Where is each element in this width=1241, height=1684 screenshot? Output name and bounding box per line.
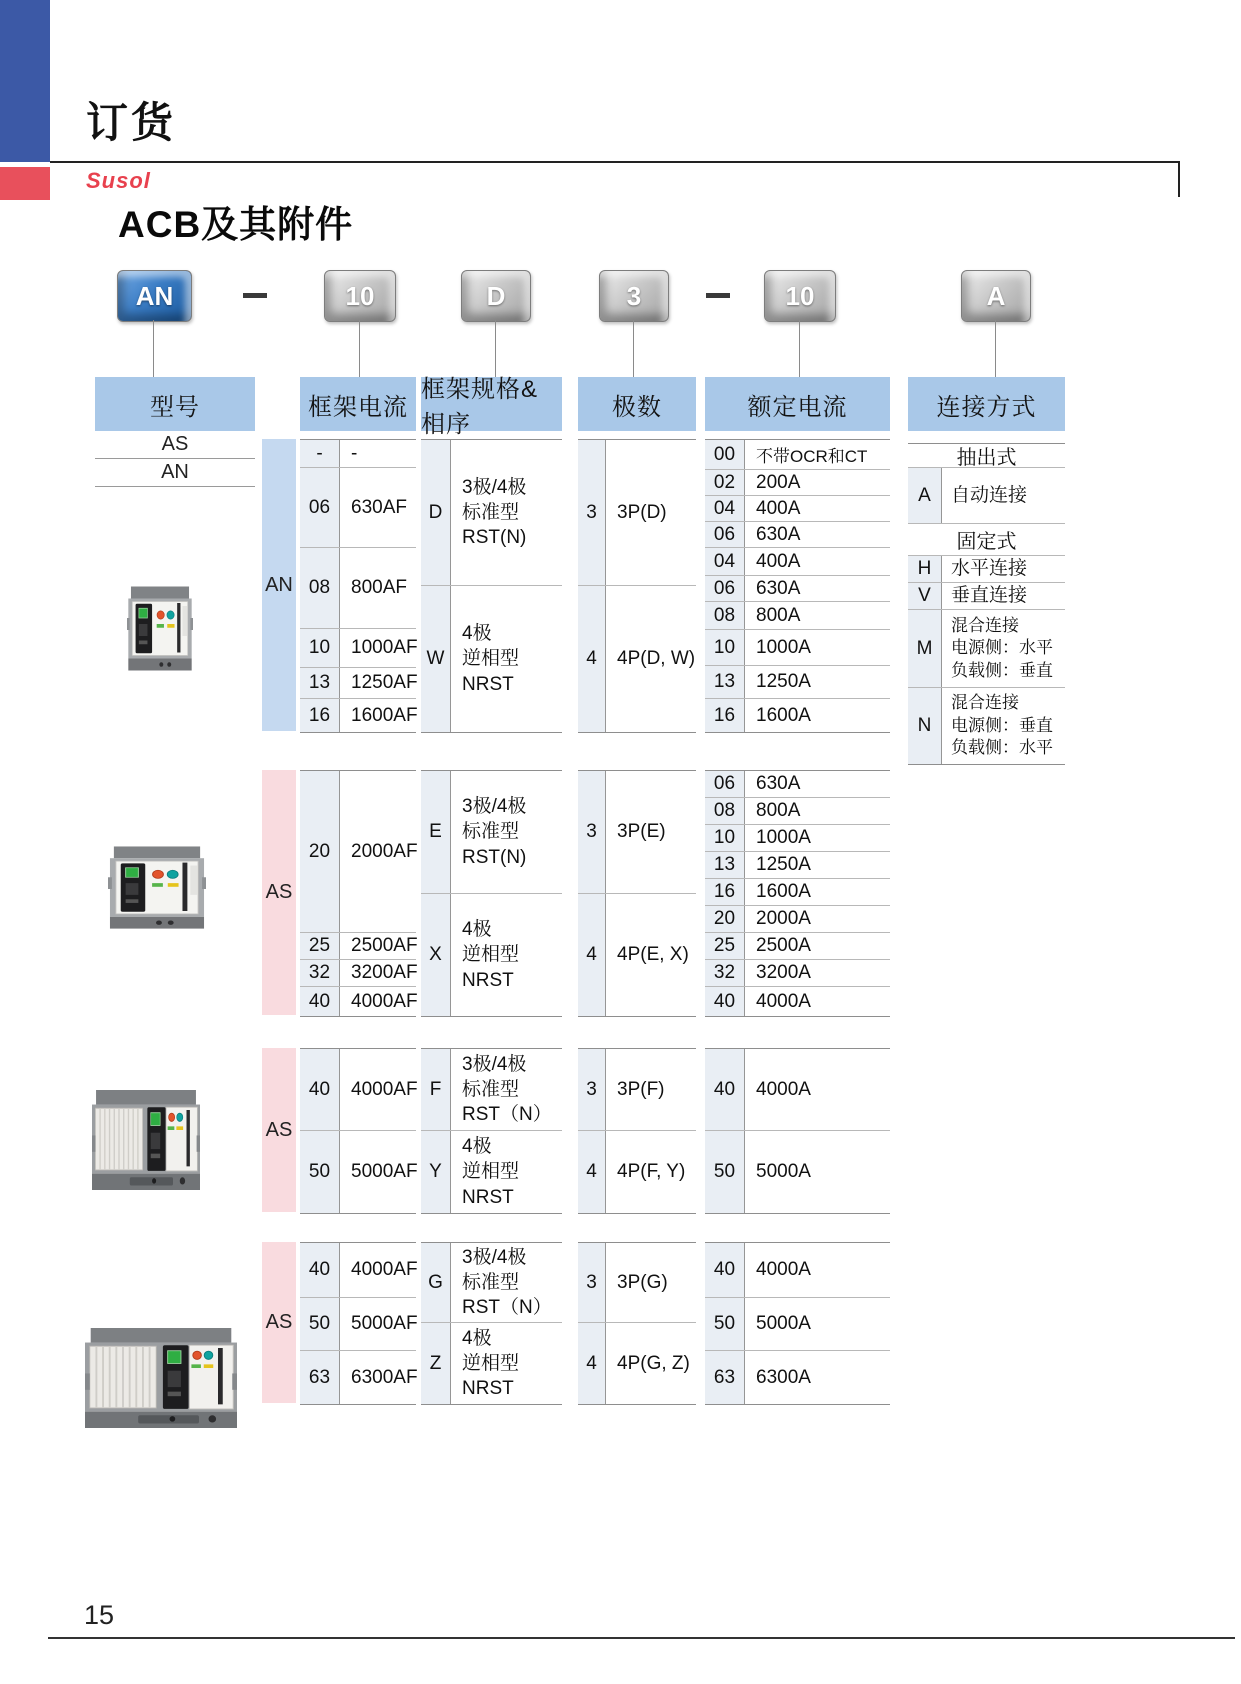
code-box-10: 10 bbox=[764, 270, 836, 322]
code-cell: 40 bbox=[705, 987, 745, 1016]
frame-spec-table bbox=[421, 770, 562, 1017]
code-cell: 3 bbox=[578, 1243, 606, 1322]
spec-line: 3极/4极 bbox=[462, 476, 527, 498]
code-cell: 4 bbox=[578, 586, 606, 732]
table-row bbox=[908, 468, 1065, 524]
code-cell: 06 bbox=[300, 468, 340, 547]
table-row bbox=[578, 1323, 696, 1404]
code-cell: Z bbox=[421, 1323, 451, 1404]
connector-line bbox=[995, 320, 996, 377]
connection-subheader: 抽出式 bbox=[956, 447, 1017, 469]
table-row bbox=[300, 468, 416, 548]
table-row bbox=[578, 440, 696, 586]
product-image-breaker-3 bbox=[92, 1090, 200, 1190]
table-row bbox=[705, 576, 890, 602]
table-row bbox=[421, 894, 562, 1016]
spec-line: 逆相型 bbox=[462, 648, 520, 670]
code-box-3: 3 bbox=[599, 270, 669, 322]
model-option-as: AS bbox=[95, 431, 255, 459]
poles-table bbox=[578, 439, 696, 733]
value-cell bbox=[942, 468, 1065, 523]
code-cell: 04 bbox=[705, 496, 745, 521]
value-cell: 1600A bbox=[756, 881, 811, 902]
code-cell: - bbox=[300, 440, 340, 467]
poles-table bbox=[578, 1048, 696, 1214]
code-cell: 4 bbox=[578, 1323, 606, 1404]
value-cell: 1000A bbox=[756, 827, 811, 848]
connection-table bbox=[908, 443, 1065, 765]
column-header-frame_spec: 框架规格&相序 bbox=[421, 377, 562, 431]
code-cell: 3 bbox=[578, 440, 606, 585]
code-cell: 08 bbox=[705, 798, 745, 824]
value-cell: - bbox=[351, 442, 358, 464]
value-cell: 5000AF bbox=[351, 1313, 418, 1334]
code-cell: D bbox=[421, 440, 451, 585]
table-row bbox=[705, 699, 890, 732]
code-cell: N bbox=[908, 688, 942, 764]
table-row bbox=[705, 933, 890, 960]
code-cell: 50 bbox=[705, 1131, 745, 1213]
code-cell: 13 bbox=[705, 852, 745, 878]
code-box-an: AN bbox=[117, 270, 192, 322]
table-row bbox=[300, 987, 416, 1016]
code-cell: 4 bbox=[578, 894, 606, 1016]
value-cell: 800AF bbox=[351, 577, 407, 598]
margin-blue-block bbox=[0, 0, 50, 162]
spec-line: 3极/4极 bbox=[462, 796, 527, 818]
code-cell: 08 bbox=[300, 548, 340, 628]
table-row bbox=[300, 699, 416, 732]
table-row bbox=[300, 771, 416, 933]
code-cell: F bbox=[421, 1049, 451, 1130]
connection-subheader-row bbox=[908, 444, 1065, 468]
code-box-10: 10 bbox=[324, 270, 396, 322]
margin-red-block bbox=[0, 167, 50, 200]
code-cell: 16 bbox=[300, 699, 340, 732]
code-cell: 40 bbox=[300, 1243, 340, 1297]
table-row bbox=[705, 602, 890, 630]
table-row bbox=[421, 1049, 562, 1131]
rated-current-table bbox=[705, 770, 890, 1017]
value-cell: 3P(F) bbox=[617, 1078, 665, 1100]
column-header-connection: 连接方式 bbox=[908, 377, 1065, 431]
value-cell: 1000AF bbox=[351, 637, 418, 658]
frame-current-table bbox=[300, 1048, 416, 1214]
code-cell: 20 bbox=[300, 771, 340, 932]
value-cell bbox=[942, 583, 1065, 609]
code-cell: 16 bbox=[705, 879, 745, 905]
value-cell bbox=[942, 610, 1065, 687]
spec-line: RST(N) bbox=[462, 527, 527, 549]
connection-line: 混合连接 bbox=[951, 615, 1019, 635]
table-row bbox=[908, 688, 1065, 764]
code-separator-dash bbox=[706, 293, 730, 298]
code-cell: 04 bbox=[705, 548, 745, 575]
value-cell: 4P(G, Z) bbox=[617, 1352, 690, 1374]
code-cell: 00 bbox=[705, 440, 745, 469]
spec-line: 逆相型 bbox=[462, 1352, 520, 1374]
column-header-rated_current: 额定电流 bbox=[705, 377, 890, 431]
value-cell bbox=[942, 688, 1065, 764]
table-row bbox=[705, 879, 890, 906]
table-row bbox=[908, 610, 1065, 688]
product-image-breaker-2 bbox=[108, 845, 206, 933]
table-row bbox=[578, 1243, 696, 1323]
model-bar-an-0: AN bbox=[262, 439, 296, 731]
table-row bbox=[705, 825, 890, 852]
value-cell: 2000AF bbox=[351, 840, 418, 862]
table-row bbox=[705, 771, 890, 798]
frame-current-table bbox=[300, 1242, 416, 1405]
rated-current-table bbox=[705, 1242, 890, 1405]
connection-line: 垂直连接 bbox=[951, 585, 1028, 607]
value-cell bbox=[451, 1323, 562, 1404]
value-cell bbox=[451, 1243, 562, 1322]
value-cell: 2000A bbox=[756, 908, 811, 929]
table-row bbox=[705, 496, 890, 522]
frame-current-table bbox=[300, 770, 416, 1017]
table-row bbox=[705, 906, 890, 933]
table-row bbox=[705, 987, 890, 1016]
value-cell: 630A bbox=[756, 523, 801, 545]
value-cell: 3P(G) bbox=[617, 1271, 668, 1293]
table-row bbox=[578, 1049, 696, 1131]
table-row bbox=[705, 1049, 890, 1131]
code-cell: 40 bbox=[705, 1243, 745, 1297]
connection-line: 电源侧：水平 bbox=[951, 638, 1053, 658]
value-cell: 3P(E) bbox=[617, 821, 666, 842]
value-cell: 5000A bbox=[756, 1161, 811, 1182]
value-cell: 4000A bbox=[756, 1259, 811, 1280]
value-cell bbox=[942, 556, 1065, 582]
spec-line: NRST bbox=[462, 1378, 514, 1400]
value-cell: 800A bbox=[756, 604, 801, 626]
table-row bbox=[705, 470, 890, 496]
value-cell: 不带OCR和CT bbox=[756, 447, 868, 466]
table-row bbox=[578, 894, 696, 1016]
code-cell: 40 bbox=[300, 1049, 340, 1130]
table-row bbox=[300, 1131, 416, 1213]
code-cell: 63 bbox=[300, 1351, 340, 1404]
frame-current-table bbox=[300, 439, 416, 733]
table-row bbox=[908, 556, 1065, 583]
code-cell: Y bbox=[421, 1131, 451, 1213]
spec-line: 逆相型 bbox=[462, 944, 520, 966]
code-cell: H bbox=[908, 556, 942, 582]
connection-line: 负载侧：水平 bbox=[951, 738, 1053, 758]
code-cell: 32 bbox=[705, 960, 745, 986]
value-cell: 3200A bbox=[756, 962, 811, 983]
value-cell bbox=[451, 894, 562, 1016]
spec-line: NRST bbox=[462, 1186, 514, 1208]
spec-line: 标准型 bbox=[462, 1078, 520, 1100]
top-rule bbox=[50, 161, 1180, 163]
value-cell: 1250AF bbox=[351, 672, 418, 693]
connection-subheader: 固定式 bbox=[956, 531, 1017, 553]
connection-line: 自动连接 bbox=[951, 484, 1028, 506]
code-cell: X bbox=[421, 894, 451, 1016]
connection-line: 水平连接 bbox=[951, 558, 1028, 580]
code-cell: W bbox=[421, 586, 451, 732]
code-cell: 25 bbox=[300, 933, 340, 959]
code-cell: 50 bbox=[300, 1131, 340, 1213]
value-cell: 6300AF bbox=[351, 1366, 418, 1388]
spec-line: 3极/4极 bbox=[462, 1053, 527, 1075]
code-separator-dash bbox=[243, 293, 267, 298]
spec-line: 4极 bbox=[462, 919, 492, 941]
spec-line: 4极 bbox=[462, 1327, 492, 1349]
value-cell bbox=[451, 440, 562, 585]
code-cell: 25 bbox=[705, 933, 745, 959]
value-cell: 2500AF bbox=[351, 935, 418, 956]
connector-line bbox=[633, 320, 634, 377]
value-cell bbox=[451, 1131, 562, 1213]
value-cell: 4P(F, Y) bbox=[617, 1161, 686, 1182]
table-row bbox=[705, 522, 890, 548]
connection-line: 混合连接 bbox=[951, 693, 1019, 713]
table-row bbox=[421, 1131, 562, 1213]
value-cell: 1000A bbox=[756, 636, 811, 658]
value-cell: 6300A bbox=[756, 1366, 811, 1388]
value-cell: 2500A bbox=[756, 935, 811, 956]
spec-line: 标准型 bbox=[462, 501, 520, 523]
frame-spec-table bbox=[421, 1242, 562, 1405]
spec-line: RST（N） bbox=[462, 1297, 552, 1319]
table-row bbox=[421, 440, 562, 586]
value-cell: 5000AF bbox=[351, 1161, 418, 1182]
value-cell: 200A bbox=[756, 471, 801, 493]
code-cell: 13 bbox=[705, 666, 745, 698]
page-number: 15 bbox=[84, 1600, 115, 1630]
poles-table bbox=[578, 770, 696, 1017]
frame-spec-table bbox=[421, 439, 562, 733]
table-row bbox=[705, 852, 890, 879]
table-row bbox=[705, 666, 890, 699]
model-bar-as-3: AS bbox=[262, 1242, 296, 1403]
connector-line bbox=[799, 320, 800, 377]
table-row bbox=[578, 1131, 696, 1213]
connector-line bbox=[359, 320, 360, 377]
table-row bbox=[705, 630, 890, 666]
table-row bbox=[705, 548, 890, 576]
spec-line: 4极 bbox=[462, 623, 492, 645]
connector-line bbox=[153, 320, 154, 377]
table-row bbox=[421, 771, 562, 894]
value-cell: 400A bbox=[756, 497, 801, 519]
rated-current-table bbox=[705, 1048, 890, 1214]
value-cell: 800A bbox=[756, 800, 801, 821]
table-row bbox=[705, 1298, 890, 1351]
column-header-model: 型号 bbox=[95, 377, 255, 431]
code-cell: 20 bbox=[705, 906, 745, 932]
spec-line: 逆相型 bbox=[462, 1161, 520, 1183]
code-cell: 10 bbox=[705, 630, 745, 665]
table-row bbox=[300, 629, 416, 668]
page-title: 订货 bbox=[86, 99, 177, 146]
code-box-a: A bbox=[961, 270, 1031, 322]
table-row bbox=[300, 1243, 416, 1298]
value-cell bbox=[451, 586, 562, 732]
table-row bbox=[705, 1351, 890, 1404]
brand-logo: Susol bbox=[86, 168, 151, 193]
value-cell: 1600AF bbox=[351, 704, 418, 726]
product-image-breaker-1 bbox=[127, 585, 193, 675]
table-row bbox=[300, 1049, 416, 1131]
rated-current-table bbox=[705, 439, 890, 733]
code-cell: 40 bbox=[705, 1049, 745, 1130]
code-cell: 40 bbox=[300, 987, 340, 1016]
table-row bbox=[421, 1243, 562, 1323]
code-cell: A bbox=[908, 468, 942, 523]
connection-subheader-row bbox=[908, 524, 1065, 556]
code-cell: 4 bbox=[578, 1131, 606, 1213]
code-cell: 10 bbox=[705, 825, 745, 851]
value-cell: 630AF bbox=[351, 496, 407, 518]
value-cell: 630A bbox=[756, 577, 801, 599]
table-row bbox=[578, 586, 696, 732]
connection-line: 电源侧：垂直 bbox=[951, 715, 1053, 735]
value-cell: 1250A bbox=[756, 671, 811, 692]
value-cell: 3200AF bbox=[351, 962, 418, 983]
code-cell: 10 bbox=[300, 629, 340, 667]
code-cell: 16 bbox=[705, 699, 745, 732]
value-cell: 3P(D) bbox=[617, 501, 667, 523]
table-row bbox=[300, 933, 416, 960]
code-cell: 50 bbox=[300, 1298, 340, 1350]
value-cell: 1600A bbox=[756, 704, 811, 726]
value-cell: 630A bbox=[756, 773, 801, 794]
table-row bbox=[705, 798, 890, 825]
value-cell: 4000AF bbox=[351, 1078, 418, 1100]
spec-line: RST(N) bbox=[462, 846, 527, 868]
value-cell: 4000AF bbox=[351, 1259, 418, 1280]
value-cell: 4000A bbox=[756, 990, 811, 1012]
code-cell: 50 bbox=[705, 1298, 745, 1350]
value-cell: 1250A bbox=[756, 854, 811, 875]
code-cell: 06 bbox=[705, 771, 745, 797]
table-row bbox=[705, 960, 890, 987]
table-row bbox=[705, 1131, 890, 1213]
table-row bbox=[705, 440, 890, 470]
column-header-frame_current: 框架电流 bbox=[300, 377, 416, 431]
poles-table bbox=[578, 1242, 696, 1405]
value-cell: 4000A bbox=[756, 1078, 811, 1100]
top-rule-corner bbox=[1178, 161, 1180, 197]
code-cell: 02 bbox=[705, 470, 745, 495]
table-row bbox=[578, 771, 696, 894]
spec-line: 标准型 bbox=[462, 821, 520, 843]
code-box-d: D bbox=[461, 270, 531, 322]
code-cell: 3 bbox=[578, 1049, 606, 1130]
connection-line: 负载侧：垂直 bbox=[951, 660, 1053, 680]
spec-line: 标准型 bbox=[462, 1271, 520, 1293]
value-cell: 4P(E, X) bbox=[617, 944, 689, 965]
code-cell: 63 bbox=[705, 1351, 745, 1404]
code-cell: 06 bbox=[705, 522, 745, 547]
code-cell: M bbox=[908, 610, 942, 687]
product-image-breaker-4 bbox=[85, 1328, 237, 1428]
table-row bbox=[908, 583, 1065, 610]
code-cell: G bbox=[421, 1243, 451, 1322]
model-bar-as-2: AS bbox=[262, 1048, 296, 1212]
value-cell: 5000A bbox=[756, 1313, 811, 1334]
section-title: ACB及其附件 bbox=[118, 204, 354, 245]
spec-line: 4极 bbox=[462, 1136, 492, 1158]
spec-line: RST（N） bbox=[462, 1104, 552, 1126]
column-header-poles: 极数 bbox=[578, 377, 696, 431]
table-row bbox=[300, 960, 416, 987]
bottom-rule bbox=[48, 1637, 1235, 1639]
frame-spec-table bbox=[421, 1048, 562, 1214]
value-cell: 4P(D, W) bbox=[617, 648, 696, 669]
model-option-an: AN bbox=[95, 459, 255, 487]
spec-line: NRST bbox=[462, 969, 514, 991]
table-row bbox=[300, 1298, 416, 1351]
code-cell: 32 bbox=[300, 960, 340, 986]
table-row bbox=[300, 1351, 416, 1404]
model-bar-as-1: AS bbox=[262, 770, 296, 1015]
code-cell: E bbox=[421, 771, 451, 893]
code-cell: V bbox=[908, 583, 942, 609]
table-row bbox=[421, 586, 562, 732]
code-cell: 3 bbox=[578, 771, 606, 893]
value-cell: 4000AF bbox=[351, 990, 418, 1012]
code-cell: 13 bbox=[300, 668, 340, 698]
code-cell: 08 bbox=[705, 602, 745, 629]
table-row bbox=[421, 1323, 562, 1404]
table-row bbox=[300, 548, 416, 629]
value-cell bbox=[451, 1049, 562, 1130]
spec-line: 3极/4极 bbox=[462, 1246, 527, 1268]
value-cell: 400A bbox=[756, 550, 801, 572]
table-row bbox=[300, 440, 416, 468]
table-row bbox=[300, 668, 416, 699]
code-cell: 06 bbox=[705, 576, 745, 601]
value-cell bbox=[451, 771, 562, 893]
table-row bbox=[705, 1243, 890, 1298]
spec-line: NRST bbox=[462, 673, 514, 695]
